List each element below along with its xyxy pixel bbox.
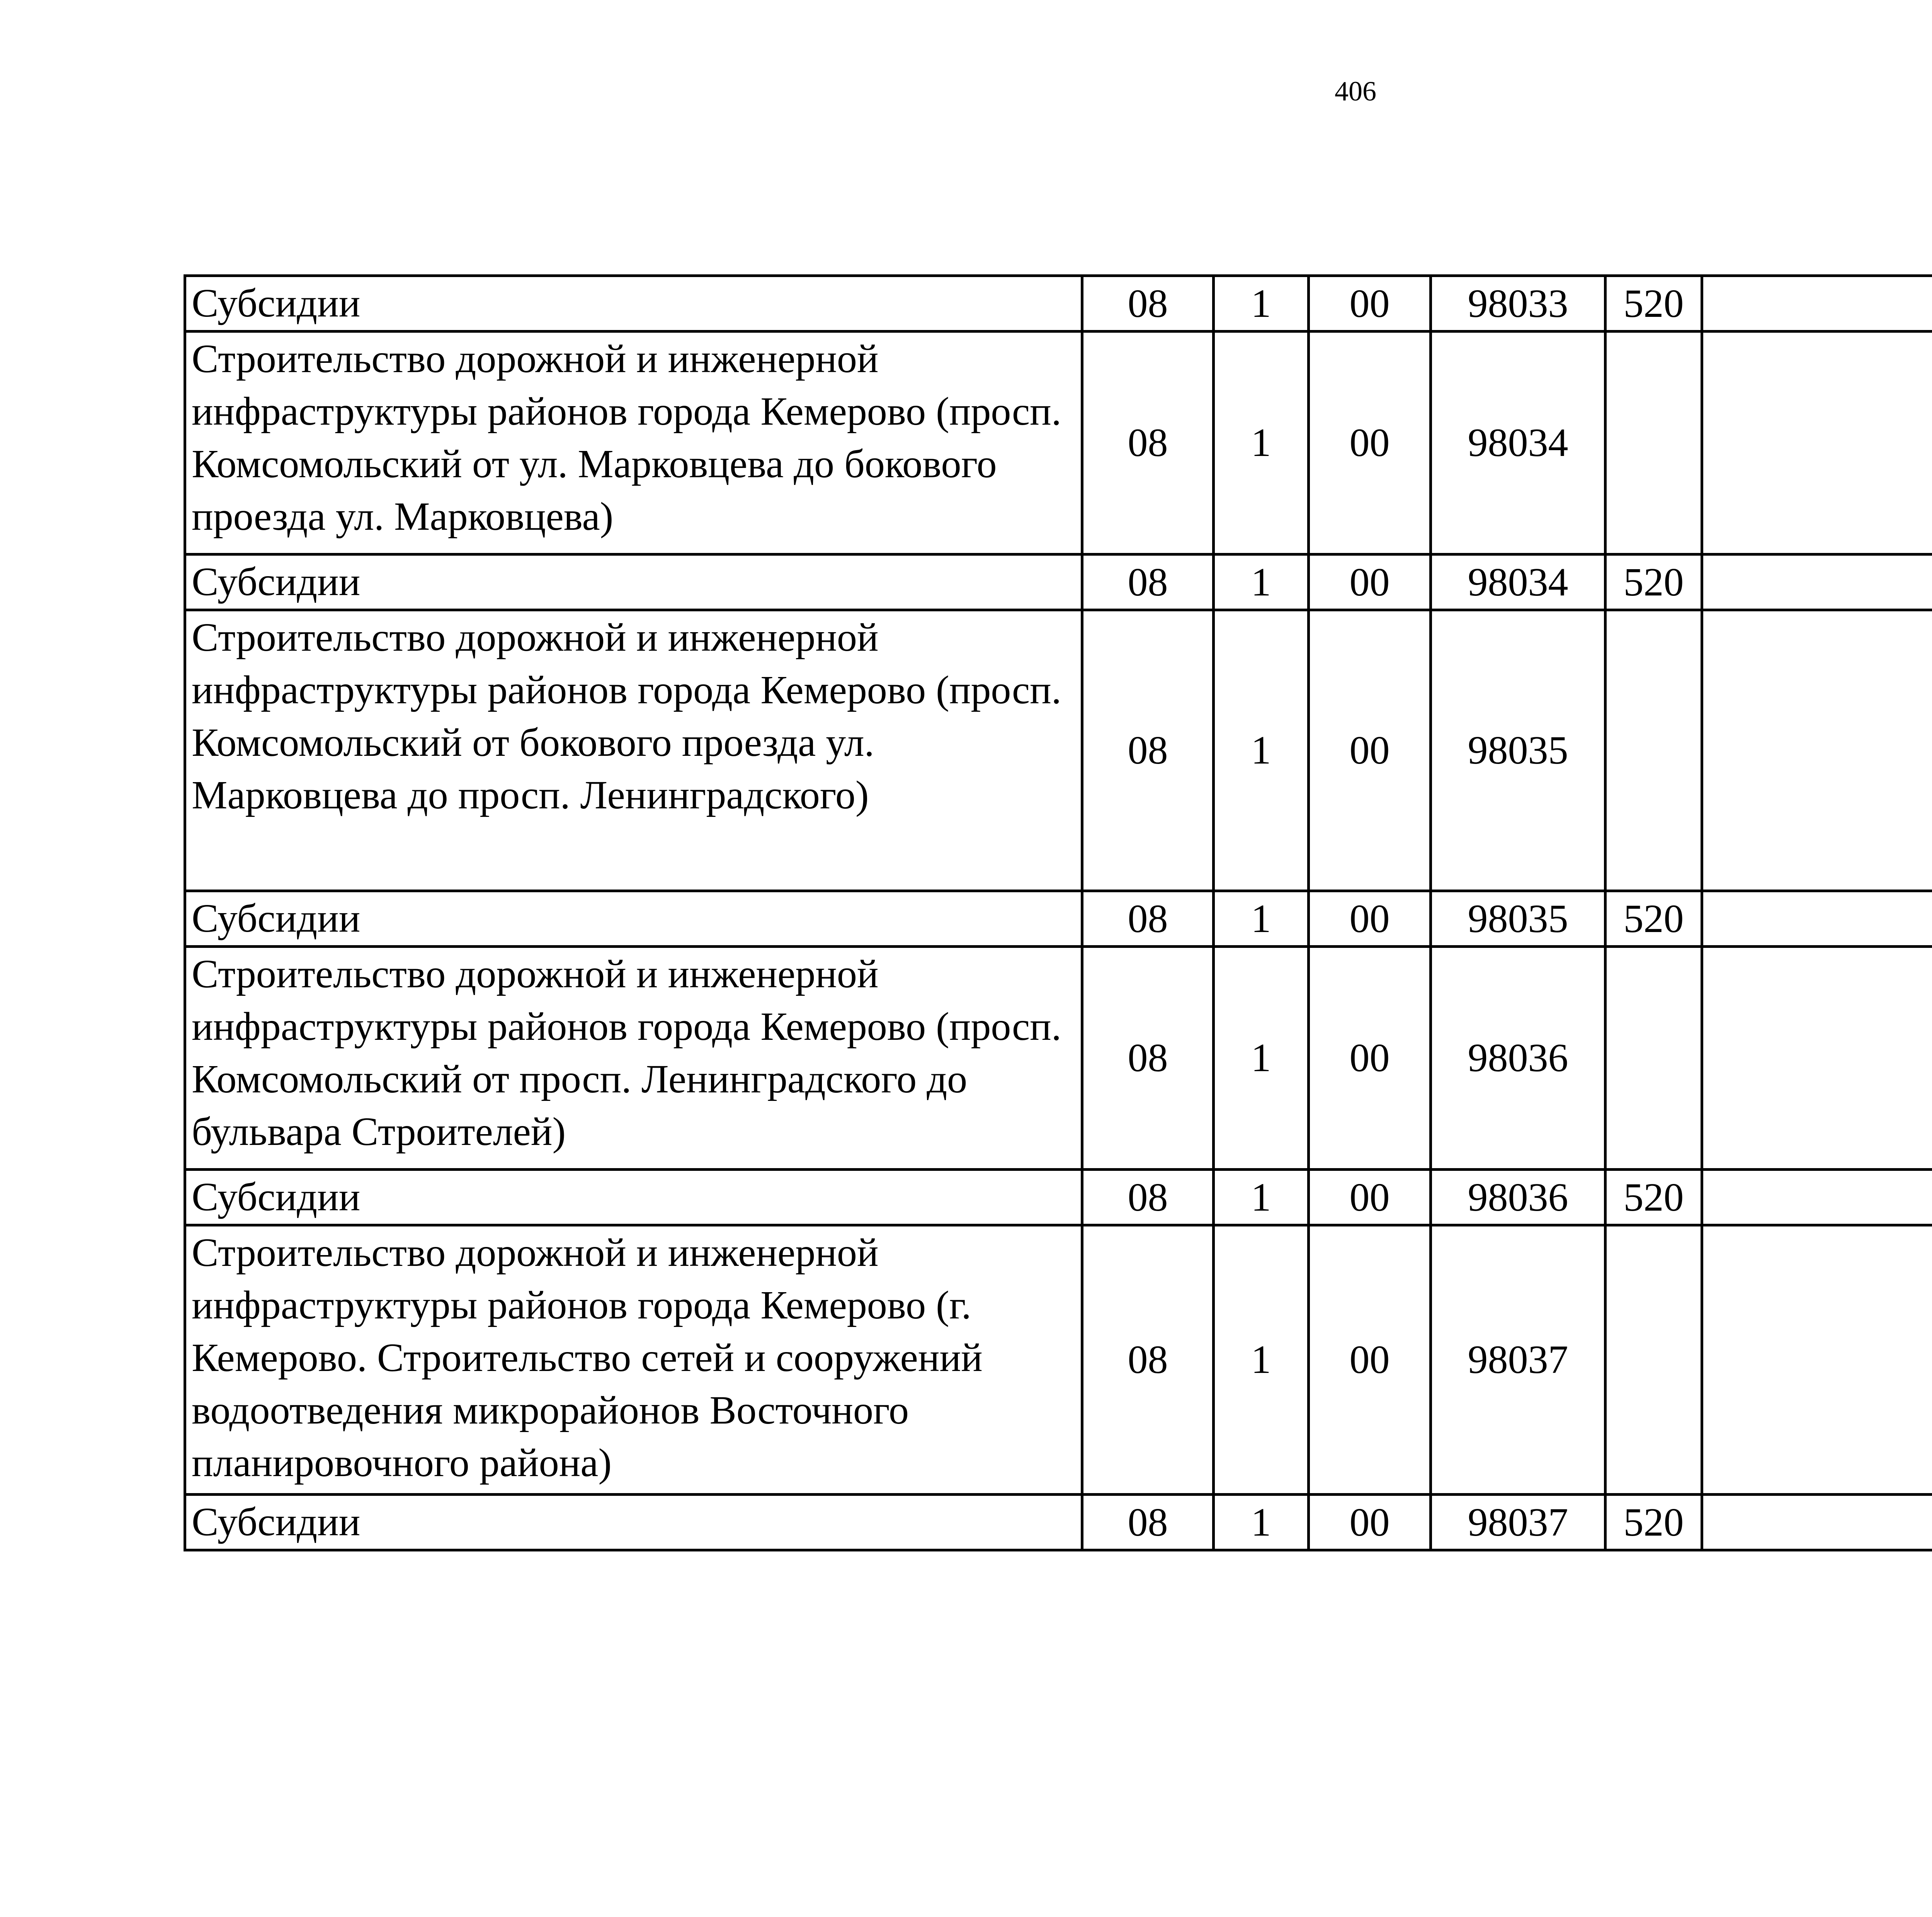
- target-code: 98037: [1431, 1495, 1605, 1550]
- target-code: 98037: [1431, 1225, 1605, 1495]
- row-name: Строительство дорожной и инженерной инфраструктуры районов города Кемерово (просп. Комсомольский от просп. Ленинградского до бульвара Строителей): [185, 947, 1082, 1170]
- subprogram-code: 00: [1309, 947, 1431, 1170]
- program-code: 1: [1214, 947, 1309, 1170]
- row-name: Субсидии: [185, 276, 1082, 332]
- row-name: Субсидии: [185, 891, 1082, 947]
- subprogram-code: 00: [1309, 1225, 1431, 1495]
- amount-col-1: [1702, 1170, 1932, 1225]
- target-code: 98033: [1431, 276, 1605, 332]
- expense-type-code: 520: [1605, 891, 1702, 947]
- amount-col-1: [1702, 332, 1932, 555]
- expense-type-code: [1605, 1225, 1702, 1495]
- target-code: 98036: [1431, 947, 1605, 1170]
- program-code: 1: [1214, 1495, 1309, 1550]
- subprogram-code: 00: [1309, 1170, 1431, 1225]
- table-row: [185, 555, 1932, 610]
- subprogram-code: 00: [1309, 332, 1431, 555]
- budget-table: [184, 274, 1932, 1551]
- expense-type-code: 520: [1605, 276, 1702, 332]
- subprogram-code: 00: [1309, 891, 1431, 947]
- expense-type-code: [1605, 610, 1702, 891]
- section-code: 08: [1082, 555, 1214, 610]
- program-code: 1: [1214, 1225, 1309, 1495]
- program-code: 1: [1214, 610, 1309, 891]
- program-code: 1: [1214, 276, 1309, 332]
- target-code: 98034: [1431, 332, 1605, 555]
- row-name: Строительство дорожной и инженерной инфраструктуры районов города Кемерово (просп. Комсомольский от бокового проезда ул. Марковцева до просп. Ленинградского): [185, 610, 1082, 891]
- target-code: 98034: [1431, 555, 1605, 610]
- expense-type-code: [1605, 332, 1702, 555]
- section-code: 08: [1082, 1495, 1214, 1550]
- section-code: 08: [1082, 891, 1214, 947]
- subprogram-code: 00: [1309, 555, 1431, 610]
- row-name: Субсидии: [185, 1170, 1082, 1225]
- table-row: [185, 1495, 1932, 1550]
- amount-col-1: [1702, 1225, 1932, 1495]
- table-row: [185, 332, 1932, 555]
- program-code: 1: [1214, 1170, 1309, 1225]
- row-name: Субсидии: [185, 555, 1082, 610]
- target-code: 98035: [1431, 610, 1605, 891]
- table-row: [185, 947, 1932, 1170]
- expense-type-code: [1605, 947, 1702, 1170]
- expense-type-code: 520: [1605, 1495, 1702, 1550]
- row-name: Субсидии: [185, 1495, 1082, 1550]
- table-row: [185, 1170, 1932, 1225]
- table-row: [185, 891, 1932, 947]
- subprogram-code: 00: [1309, 276, 1431, 332]
- section-code: 08: [1082, 947, 1214, 1170]
- amount-col-1: [1702, 891, 1932, 947]
- section-code: 08: [1082, 610, 1214, 891]
- row-name: Строительство дорожной и инженерной инфраструктуры районов города Кемерово (просп. Комсомольский от ул. Марковцева до бокового проезда ул. Марковцева): [185, 332, 1082, 555]
- page-number: 406: [1335, 76, 1376, 107]
- table-row: [185, 276, 1932, 332]
- target-code: 98035: [1431, 891, 1605, 947]
- section-code: 08: [1082, 1170, 1214, 1225]
- amount-col-1: [1702, 276, 1932, 332]
- table-row: [185, 610, 1932, 891]
- table-row: [185, 1225, 1932, 1495]
- row-name: Строительство дорожной и инженерной инфраструктуры районов города Кемерово (г. Кемерово. Строительство сетей и сооружений водоотведения микрорайонов Восточного планировочного района): [185, 1225, 1082, 1495]
- amount-col-1: [1702, 947, 1932, 1170]
- section-code: 08: [1082, 1225, 1214, 1495]
- subprogram-code: 00: [1309, 610, 1431, 891]
- amount-col-1: [1702, 1495, 1932, 1550]
- section-code: 08: [1082, 276, 1214, 332]
- expense-type-code: 520: [1605, 1170, 1702, 1225]
- target-code: 98036: [1431, 1170, 1605, 1225]
- section-code: 08: [1082, 332, 1214, 555]
- subprogram-code: 00: [1309, 1495, 1431, 1550]
- program-code: 1: [1214, 332, 1309, 555]
- program-code: 1: [1214, 555, 1309, 610]
- amount-col-1: [1702, 555, 1932, 610]
- expense-type-code: 520: [1605, 555, 1702, 610]
- program-code: 1: [1214, 891, 1309, 947]
- amount-col-1: [1702, 610, 1932, 891]
